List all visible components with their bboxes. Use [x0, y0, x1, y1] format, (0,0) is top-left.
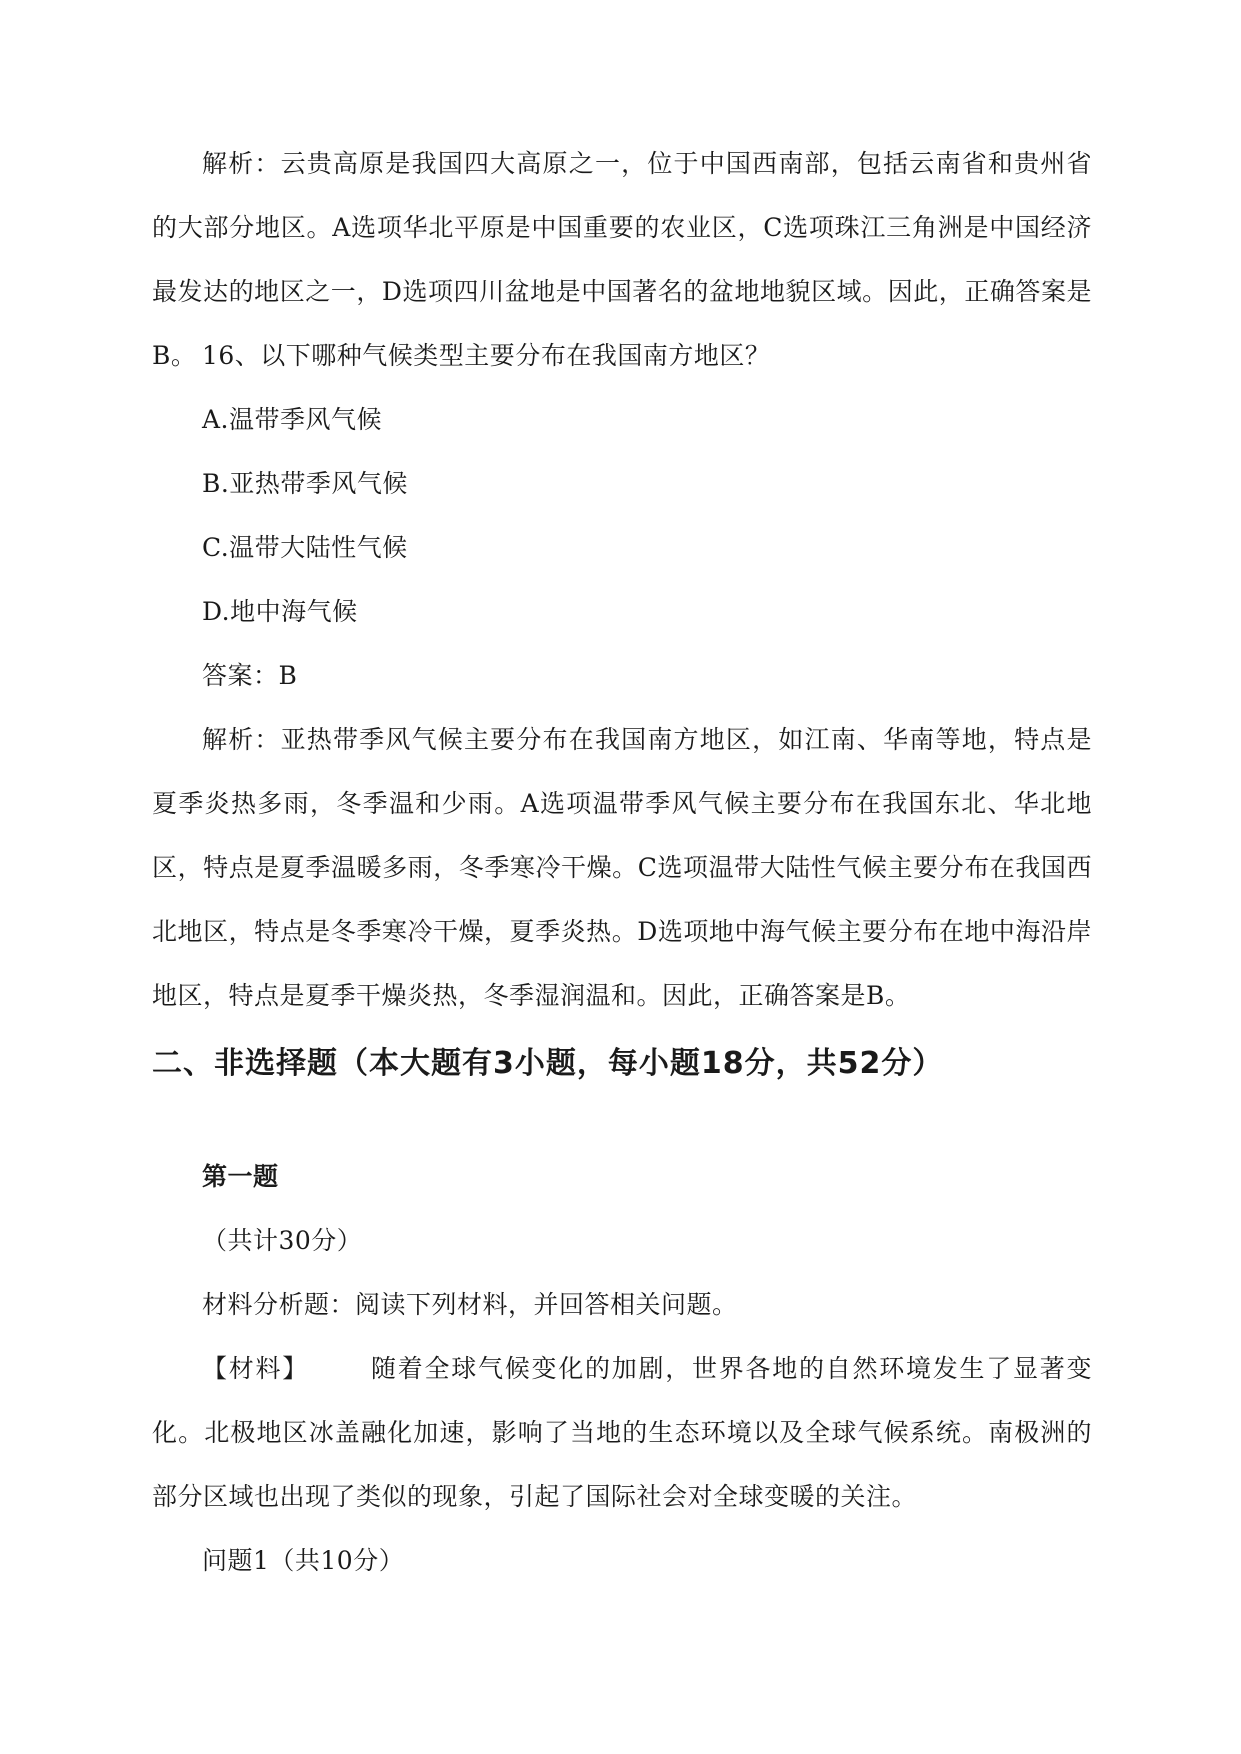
section-two-heading: 二、非选择题（本大题有3小题，每小题18分，共52分） — [152, 1046, 944, 1081]
question-16-option-c: C.温带大陆性气候 — [202, 533, 408, 562]
material-text: 随着全球气候变化的加剧，世界各地的自然环境发生了显著变化。北极地区冰盖融化加速，影响了当地的生态环境以及全球气候系统。南极洲的部分区域也出现了类似的现象，引起了国际社会对全球变暖的关注。 — [152, 1354, 1092, 1511]
analysis-15-text: 解析：云贵高原是我国四大高原之一，位于中国西南部，包括云南省和贵州省的大部分地区。A选项华北平原是中国重要的农业区，C选项珠江三角洲是中国经济最发达的地区之一，D选项四川盆地是中国著名的盆地地貌区域。因此，正确答案是B。 — [152, 149, 1092, 370]
material-paragraph — [152, 1337, 1092, 1529]
question-16-option-a: A.温带季风气候 — [202, 405, 383, 434]
question-16-analysis: 解析：亚热带季风气候主要分布在我国南方地区，如江南、华南等地，特点是夏季炎热多雨，冬季温和少雨。A选项温带季风气候主要分布在我国东北、华北地区，特点是夏季温暖多雨，冬季寒冷干燥。C选项温带大陆性气候主要分布在我国西北地区，特点是冬季寒冷干燥，夏季炎热。D选项地中海气候主要分布在地中海沿岸地区，特点是夏季干燥炎热，冬季湿润温和。因此，正确答案是B。 — [152, 725, 1092, 1010]
question-1-title: 第一题 — [202, 1162, 279, 1191]
question-16-stem: 16、以下哪种气候类型主要分布在我国南方地区？ — [202, 341, 771, 370]
question-16-answer: 答案：B — [202, 661, 298, 690]
question-1-points: （共计30分） — [202, 1226, 363, 1255]
question-16-option-d: D.地中海气候 — [202, 597, 358, 626]
question-1-sub-1: 问题1（共10分） — [202, 1546, 405, 1575]
question-1-intro: 材料分析题：阅读下列材料，并回答相关问题。 — [202, 1290, 738, 1319]
question-16-option-b: B.亚热带季风气候 — [202, 469, 408, 498]
material-tag: 【材料】 — [202, 1354, 309, 1383]
